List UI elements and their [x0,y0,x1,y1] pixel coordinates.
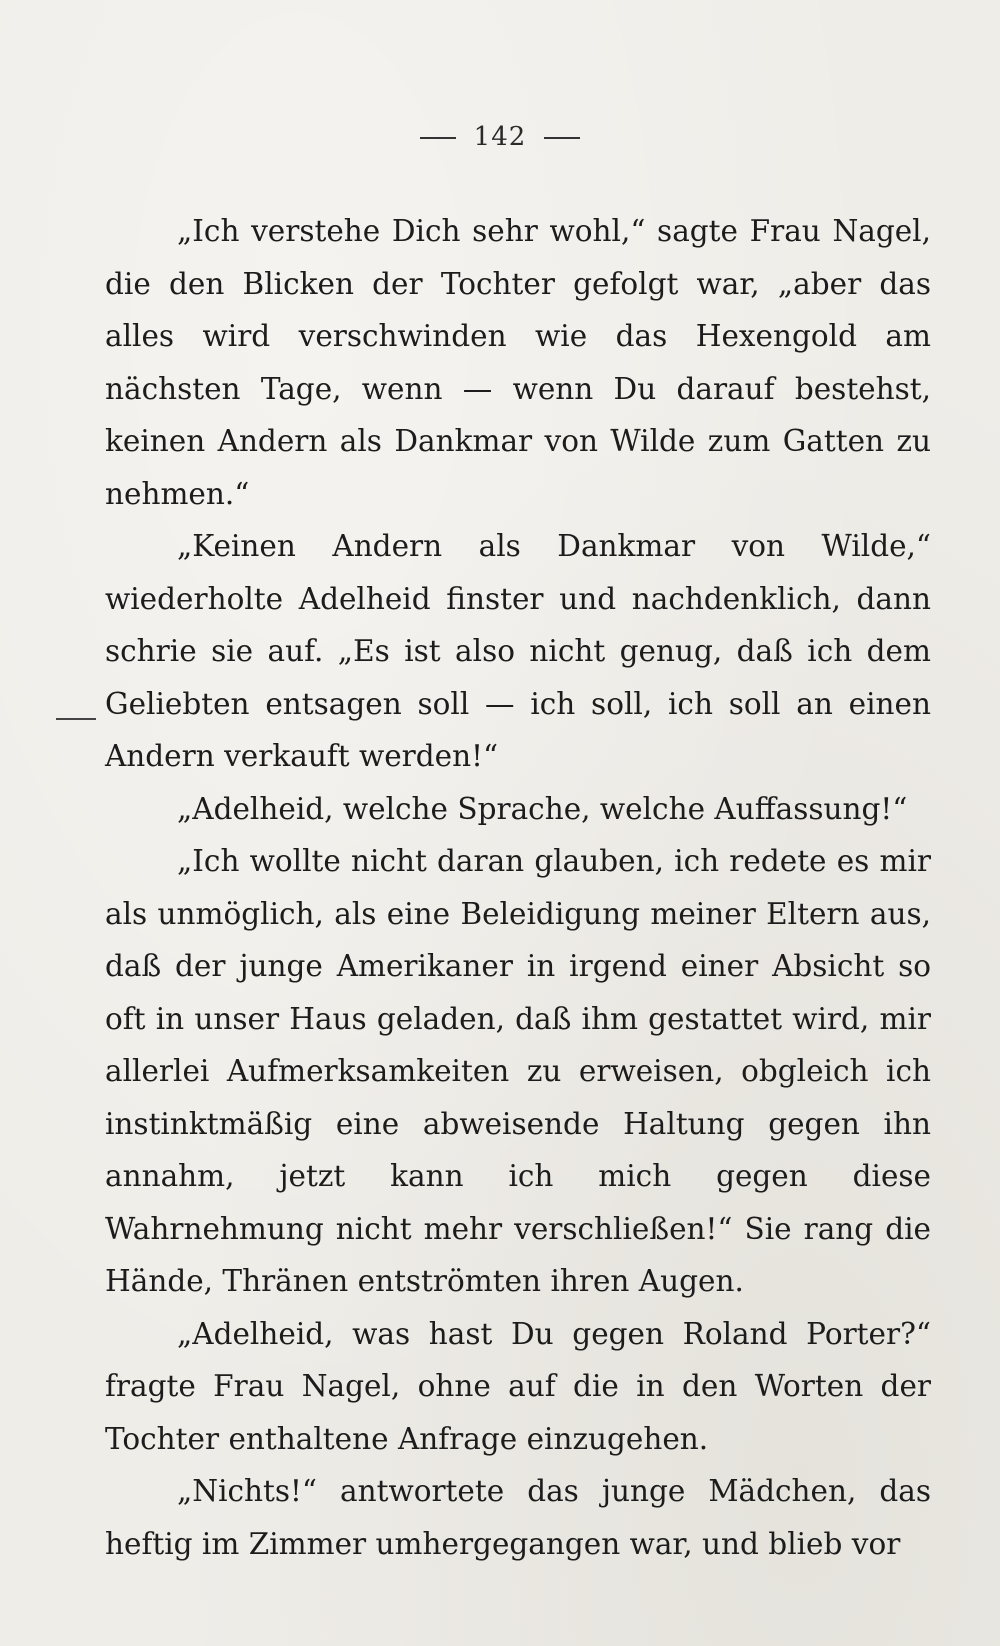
paragraph: „Adelheid, welche Sprache, welche Auffassung!“ [177,791,908,826]
margin-mark [56,718,96,720]
page-number-header [0,122,1000,152]
page-number: 142 [473,122,527,152]
body-text [105,205,931,1570]
header-dash-left [420,137,456,139]
header-dash-right [544,137,580,139]
paragraph: „Keinen Andern als Dankmar von Wilde,“ wiederholte Adelheid finster und nachdenklich, dann schrie sie auf. „Es ist also nicht genug, daß ich dem Geliebten entsagen soll — ich soll, ich soll an einen Andern verkauft werden!“ [105,529,931,773]
paragraph: „Nichts!“ antwortete das junge Mädchen, das heftig im Zimmer umhergegangen war, und blieb vor [105,1474,931,1561]
paragraph: „Adelheid, was hast Du gegen Roland Porter?“ fragte Frau Nagel, ohne auf die in den Worten der Tochter enthaltene Anfrage einzugehen. [105,1316,931,1456]
paragraph: „Ich wollte nicht daran glauben, ich redete es mir als unmöglich, als eine Beleidigung meiner Eltern aus, daß der junge Amerikaner in irgend einer Absicht so oft in unser Haus geladen, daß ihm gestattet wird, mir allerlei Aufmerksamkeiten zu erweisen, obgleich ich instinktmäßig eine abweisende Haltung gegen ihn annahm, jetzt kann ich mich gegen diese Wahrnehmung nicht mehr verschließen!“ Sie rang die Hände, Thränen entströmten ihren Augen. [105,844,931,1298]
paragraph: „Ich verstehe Dich sehr wohl,“ sagte Frau Nagel, die den Blicken der Tochter gefolgt war, „aber das alles wird verschwinden wie das Hexengold am nächsten Tage, wenn — wenn Du darauf bestehst, keinen Andern als Dankmar von Wilde zum Gatten zu nehmen.“ [105,214,931,511]
